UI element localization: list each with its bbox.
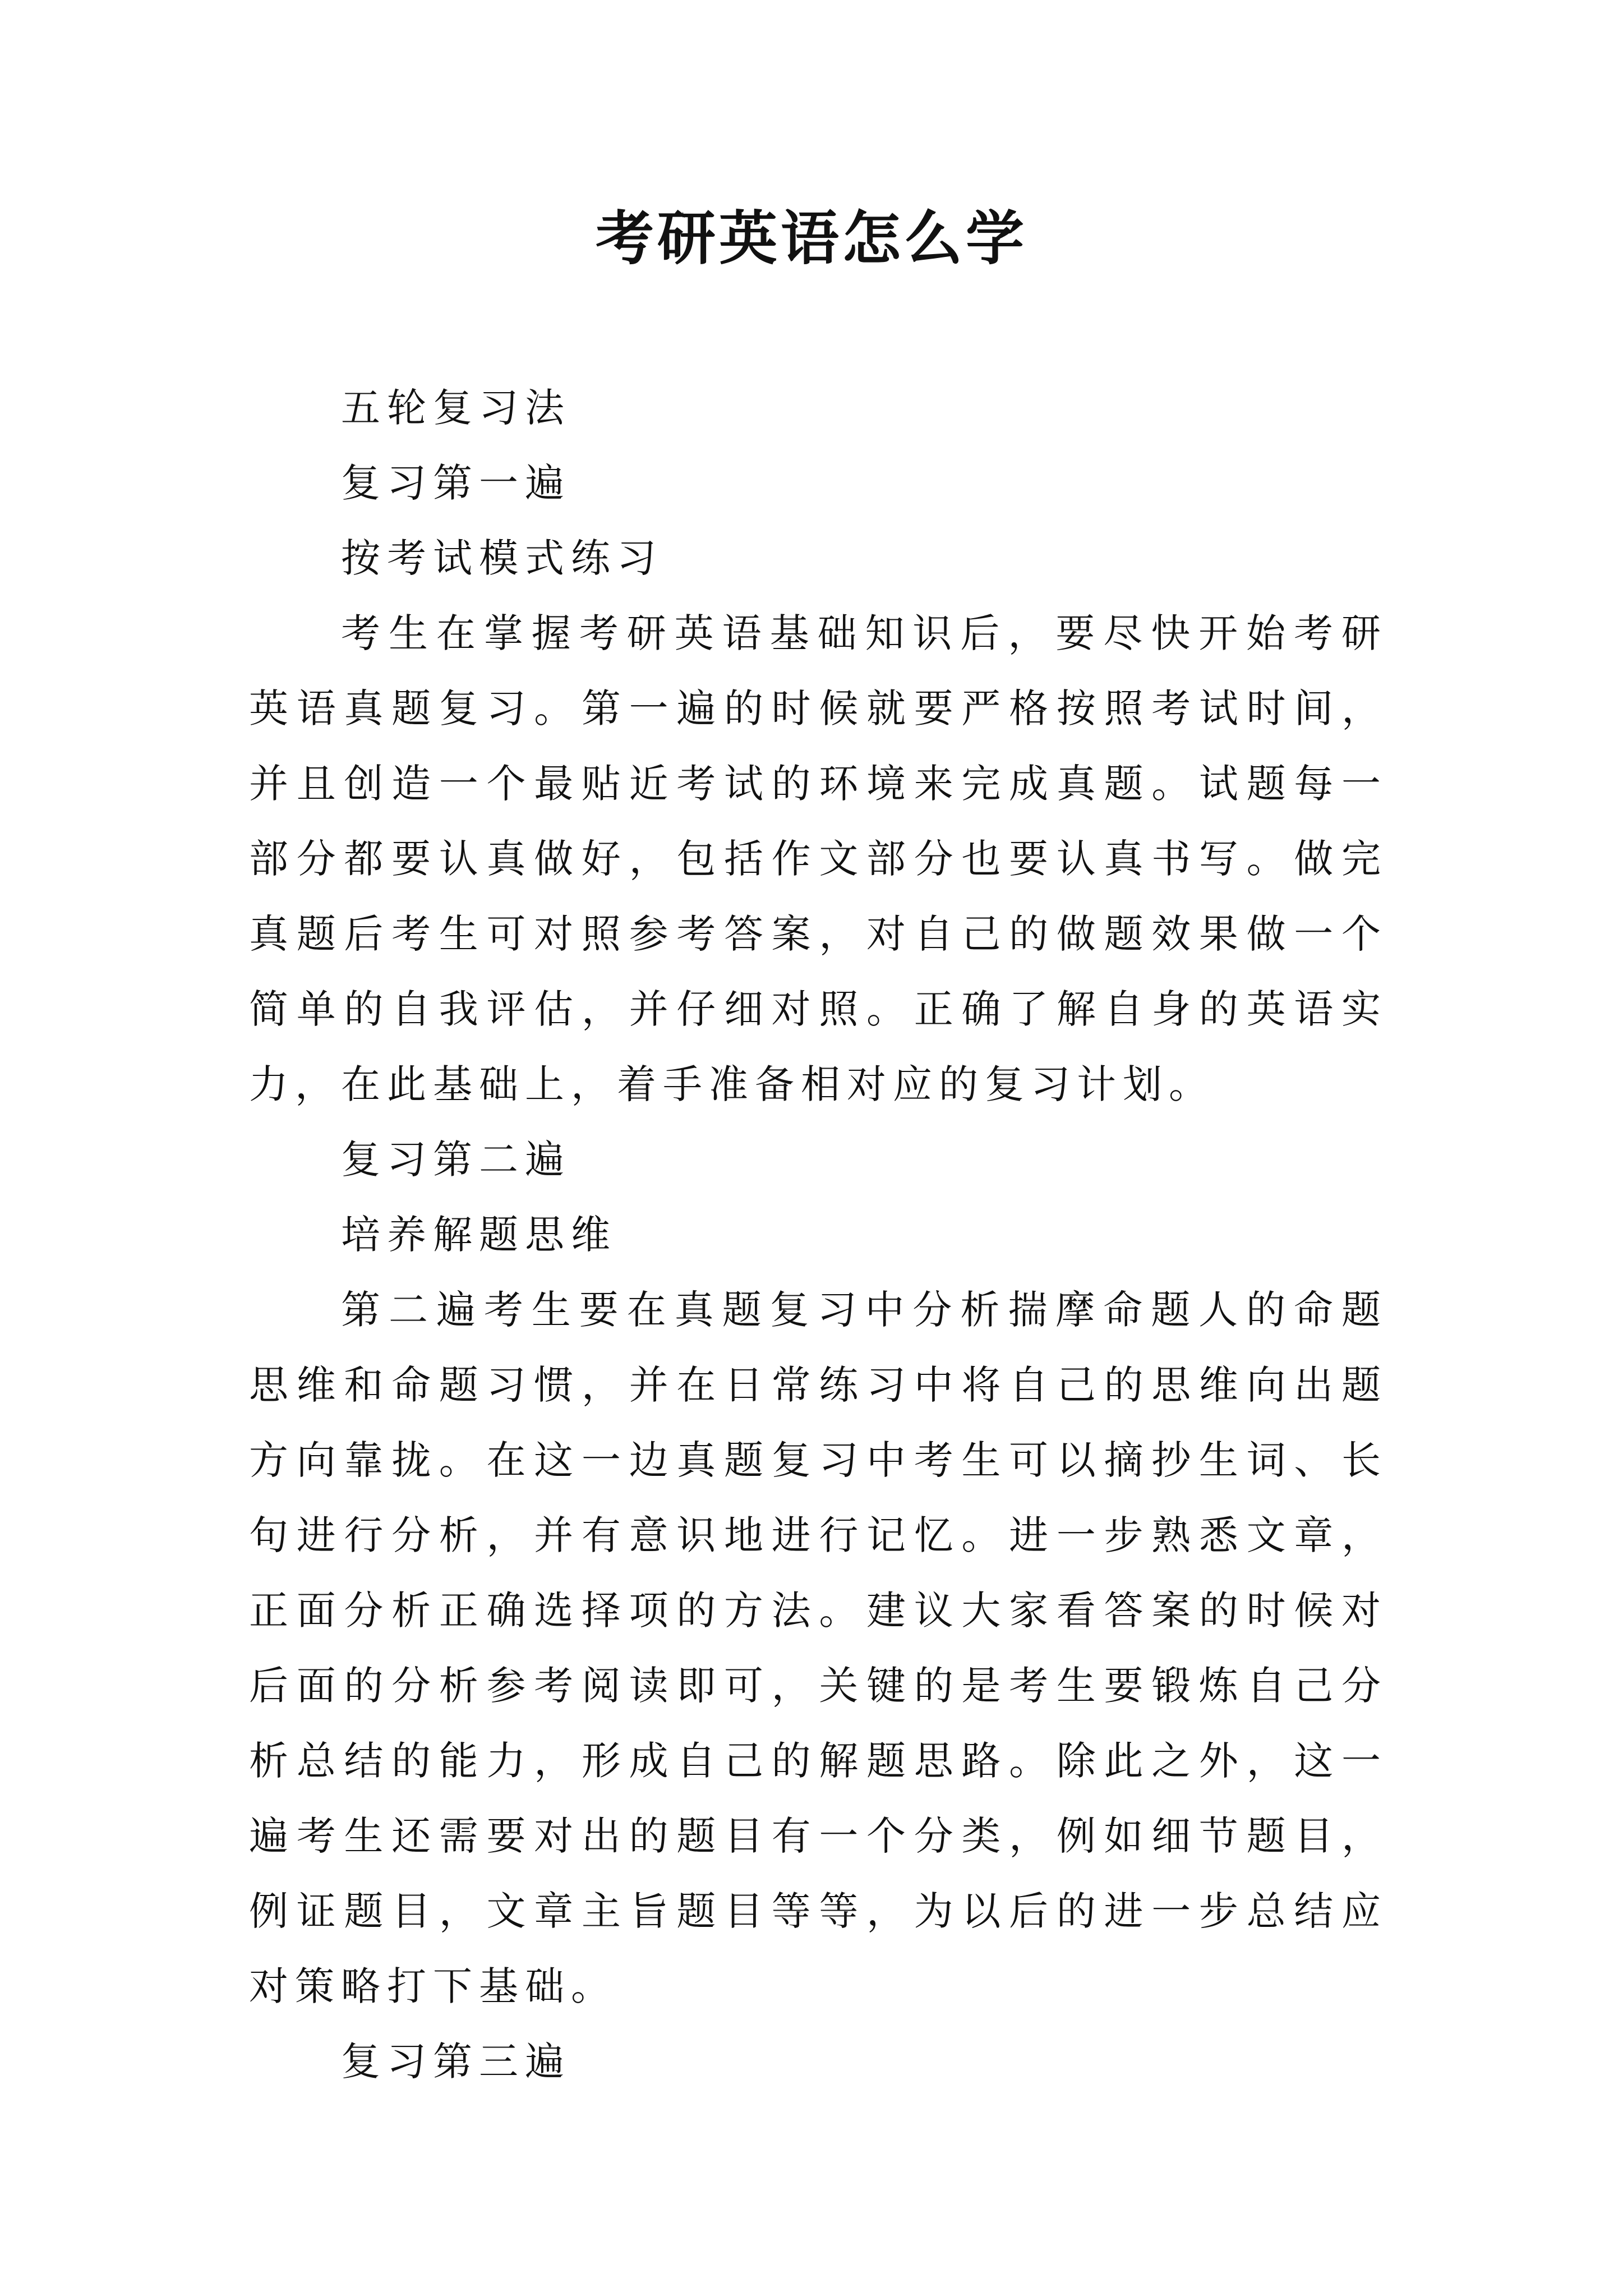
- subheading-exam-mode-practice: 按考试模式练习: [341, 535, 663, 581]
- heading-review-round-1: 复习第一遍: [341, 460, 571, 506]
- document-title: 考研英语怎么学: [595, 204, 1027, 273]
- paragraph-round-1-body: 考生在掌握考研英语基础知识后，要尽快开始考研英语真题复习。第一遍的时候就要严格按照考试时间，并且创造一个最贴近考试的环境来完成真题。试题每一部分都要认真做好，包括作文部分也要认真书写。做完真题后考生可对照参考答案，对自己的做题效果做一个简单的自我评估，并仔细对照。正确了解自身的英语实力，在此基础上，着手准备相对应的复习计划。: [249, 610, 1387, 1107]
- subheading-solving-mindset: 培养解题思维: [341, 1212, 617, 1258]
- document-body: [249, 370, 1387, 2099]
- heading-review-round-3: 复习第三遍: [341, 2039, 571, 2085]
- paragraph-round-2-body: 第二遍考生要在真题复习中分析揣摩命题人的命题思维和命题习惯，并在日常练习中将自己的思维向出题方向靠拢。在这一边真题复习中考生可以摘抄生词、长句进行分析，并有意识地进行记忆。进一步熟悉文章，正面分析正确选择项的方法。建议大家看答案的时候对后面的分析参考阅读即可，关键的是考生要锻炼自己分析总结的能力，形成自己的解题思路。除此之外，这一遍考生还需要对出的题目有一个分类，例如细节题目，例证题目，文章主旨题目等等，为以后的进一步总结应对策略打下基础。: [249, 1287, 1387, 2009]
- heading-five-round-method: 五轮复习法: [341, 385, 571, 431]
- heading-review-round-2: 复习第二遍: [341, 1137, 571, 1182]
